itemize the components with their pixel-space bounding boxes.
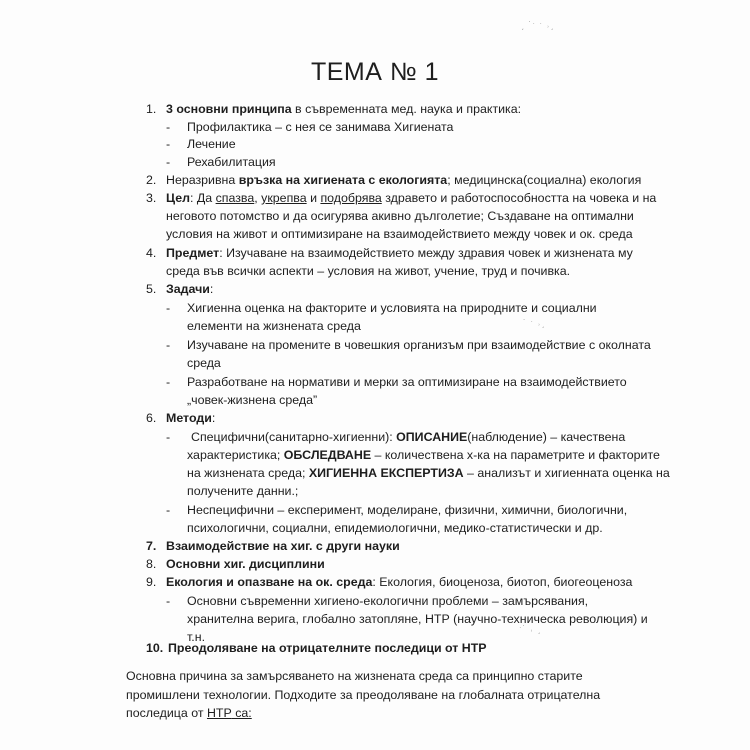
bullet-dash: - — [166, 503, 171, 517]
bullet-dash: - — [166, 594, 171, 608]
item-number: 8. — [146, 557, 157, 571]
list-item-8: Основни хиг. дисциплини — [166, 557, 325, 571]
bullet-dash: - — [166, 120, 171, 134]
item-number: 10. — [146, 641, 164, 655]
sub-item: среда — [187, 356, 221, 370]
list-item-4: Предмет: Изучаване на взаимодействието между здравия човек и жизнената му — [166, 246, 633, 260]
list-item-3: Цел: Да спазва, укрепва и подобрява здравето и работоспособността на човека и на — [166, 191, 657, 205]
list-item-7: Взаимодействие на хиг. с други науки — [166, 539, 400, 553]
paragraph-line: промишлени технологии. Подходите за преодоляване на глобалната отрицателна — [126, 688, 601, 702]
list-item-10: Преодоляване на отрицателните последици от НТР — [168, 641, 487, 655]
text-line: условия на живот и оптимизиране на взаимодействието между човек и ок. среда — [166, 227, 633, 241]
document-title: ТЕМА № 1 — [310, 58, 440, 86]
bullet-dash: - — [166, 137, 171, 151]
list-item-5: Задачи: — [166, 282, 214, 296]
item-number: 5. — [146, 282, 157, 296]
sub-item: т.н. — [187, 630, 206, 644]
sub-item: хранителна верига, глобално затопляне, НТР (научно-техническа революция) и — [187, 612, 648, 626]
item-number: 1. — [146, 102, 157, 116]
item-number: 7. — [146, 539, 157, 553]
sub-item: „човек-жизнена среда” — [187, 393, 318, 407]
item-number: 9. — [146, 575, 157, 589]
scan-smudge: ˑ˙ ˒ ˏ — [519, 624, 542, 634]
list-item-1: 3 основни принципа в съвременната мед. наука и практика: — [166, 102, 522, 116]
item-number: 6. — [146, 411, 157, 425]
item-number: 2. — [146, 173, 157, 187]
scan-smudge: ˏ ˙ˑ ˑ ˒ˏ — [521, 20, 555, 30]
item-number: 4. — [146, 246, 157, 260]
sub-item: Хигиенна оценка на факторите и условията на природните и социални — [187, 301, 597, 315]
sub-item: Рехабилитация — [187, 155, 276, 169]
list-item-6: Методи: — [166, 411, 216, 425]
bullet-dash: - — [166, 338, 171, 352]
method-line: характеристика; ОБСЛЕДВАНЕ – количествена х-ка на параметрите и факторите — [187, 448, 660, 462]
paragraph-line: последица от НТР са: — [126, 706, 252, 720]
bullet-dash: - — [166, 375, 171, 389]
sub-item: Разработване на нормативи и мерки за оптимизиране на взаимодействието — [187, 375, 627, 389]
list-item-9: Екология и опазване на ок. среда: Екология, биоценоза, биотоп, биогеоценоза — [166, 575, 633, 589]
method-line: психологични, социални, епидемиологични, медико-статистически и др. — [187, 521, 603, 535]
sub-item: елементи на жизнената среда — [187, 319, 361, 333]
sub-item: Лечение — [187, 137, 236, 151]
list-item-2: Неразривна връзка на хигиената с екологията; медицинска(социална) екология — [166, 173, 642, 187]
method-line: Специфични(санитарно-хигиенни): ОПИСАНИЕ(наблюдение) – качествена — [191, 430, 626, 444]
scan-smudge: ˙ ˑ ˒ˏ — [523, 318, 546, 328]
bullet-dash: - — [166, 301, 171, 315]
sub-item: Профилактика – с нея се занимава Хигиената — [187, 120, 454, 134]
sub-item: Изучаване на промените в човешкия организъм при взаимодействие с околната — [187, 338, 651, 352]
text-line: среда във всички аспекти – условия на живот, учение, труд и почивка. — [166, 264, 571, 278]
method-line: на жизнената среда; ХИГИЕННА ЕКСПЕРТИЗА – анализът и хигиенната оценка на — [187, 466, 670, 480]
item-number: 3. — [146, 191, 157, 205]
bullet-dash: - — [166, 430, 171, 444]
method-line: получените данни.; — [187, 484, 299, 498]
bullet-dash: - — [166, 155, 171, 169]
paragraph-line: Основна причина за замърсяването на жизнената среда са принципно старите — [126, 669, 583, 683]
method-line: Неспецифични – експеримент, моделиране, физични, химични, биологични, — [187, 503, 628, 517]
sub-item: Основни съвременни хигиено-екологични проблеми – замърсявания, — [187, 594, 589, 608]
text-line: неговото потомство и да осигурява акивно дълголетие; Създаване на оптимални — [166, 209, 634, 223]
